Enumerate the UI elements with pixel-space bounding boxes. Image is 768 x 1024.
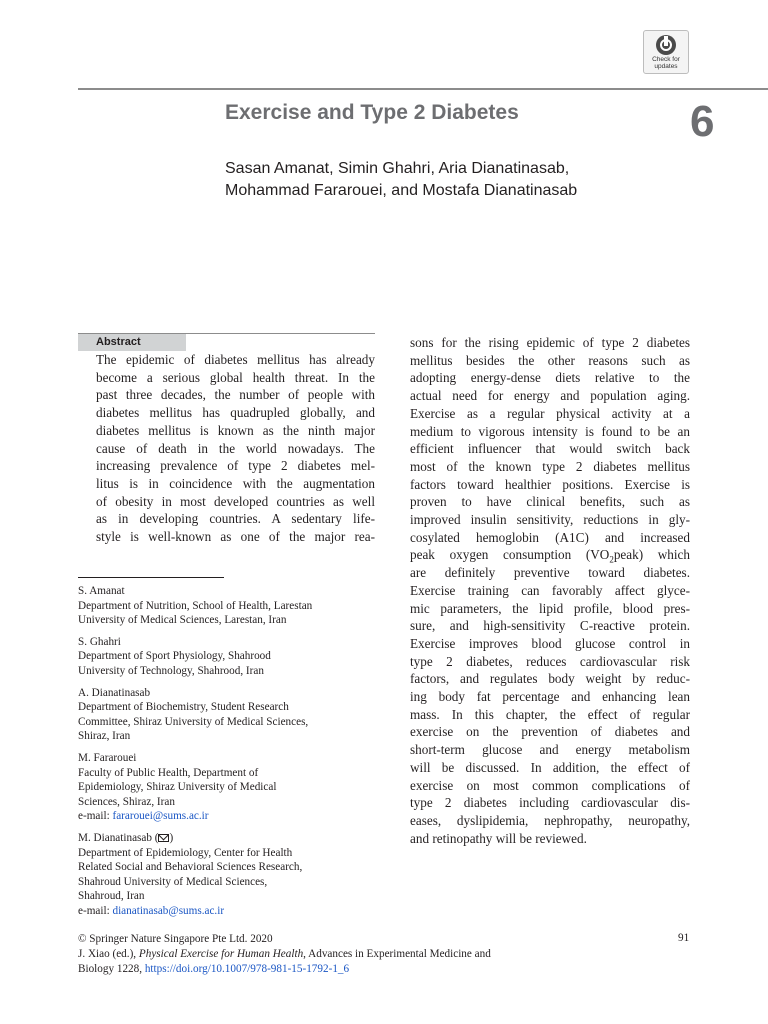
abstract-text-line: as in developing countries. A sedentary life- xyxy=(96,511,375,527)
abstract-text-line: exercise on the prevention of diabetes and xyxy=(410,724,690,740)
abstract-text-line: diabetes mellitus has quadrupled globally, and xyxy=(96,405,375,421)
abstract-text-line: increasing prevalence of type 2 diabetes mel- xyxy=(96,458,375,474)
authors-line: Mohammad Fararouei, and Mostafa Dianatinasab xyxy=(225,182,578,199)
affiliation-line: Department of Sport Physiology, Shahrood xyxy=(78,650,271,663)
affiliation-line: Sciences, Shiraz, Iran xyxy=(78,795,175,808)
abstract-text-line: diabetes mellitus is known as the ninth major xyxy=(96,422,375,438)
affiliation-line: Faculty of Public Health, Department of xyxy=(78,766,259,779)
abstract-text-line: mellitus besides the other reasons such as xyxy=(410,352,690,368)
page-number: 91 xyxy=(678,932,690,944)
abstract-text-line: type 2 diabetes, reduces cardiovascular risk xyxy=(410,653,690,669)
affiliation-line: University of Technology, Shahrood, Iran xyxy=(78,665,264,677)
header-rule xyxy=(78,88,768,90)
abstract-text-line: are definitely preventive toward diabetes. xyxy=(410,565,690,581)
abstract-text-line: will be discussed. In addition, the effect of xyxy=(410,759,690,775)
abstract-text-line: past three decades, the number of people with xyxy=(96,387,375,403)
abstract-text-line: actual need for energy and population aging. xyxy=(410,388,690,404)
footnote-rule xyxy=(78,577,224,578)
abstract-text-line: of obesity in most developed countries as well xyxy=(96,493,375,509)
affiliation-author-name: A. Dianatinasab xyxy=(78,686,151,699)
abstract-text-line: Exercise as a regular physical activity at a xyxy=(410,405,690,421)
crossmark-icon xyxy=(656,35,676,55)
author-list xyxy=(225,158,745,202)
abstract-text-line: proven to have clinical benefits, such as xyxy=(410,494,690,510)
abstract-text-line: mic parameters, the lipid profile, blood pres- xyxy=(410,600,690,616)
abstract-text-line: sure, and high-sensitivity C-reactive protein. xyxy=(410,618,690,634)
affiliation-line: Committee, Shiraz University of Medical Sciences, xyxy=(78,715,309,728)
citation-line-2: Biology 1228, https://doi.org/10.1007/978-981-15-1792-1_6 xyxy=(78,963,350,975)
copyright-line: © Springer Nature Singapore Pte Ltd. 2020 xyxy=(78,933,273,945)
email-link[interactable]: dianatinasab@sums.ac.ir xyxy=(112,905,225,917)
affiliation-line: Department of Epidemiology, Center for Health xyxy=(78,846,293,859)
abstract-text-line: improved insulin sensitivity, reductions in gly- xyxy=(410,512,690,527)
abstract-text-line: cosylated hemoglobin (A1C) and increased xyxy=(410,529,690,545)
affiliation-line: Shahroud, Iran xyxy=(78,890,145,903)
affiliation-line: Related Social and Behavioral Sciences Research, xyxy=(78,861,303,874)
abstract-text-line: medium to vigorous intensity is found to be an xyxy=(410,423,690,439)
abstract-text-line: eases, dyslipidemia, nephropathy, neuropathy, xyxy=(410,812,690,828)
affiliation-line: Shahroud University of Medical Sciences, xyxy=(78,875,268,888)
abstract-text-line: factors, and regulates body weight by reduc- xyxy=(410,671,690,687)
abstract-text-line: ing body fat percentage and enhancing lean xyxy=(410,689,690,704)
affiliation-author-name: M. Dianatinasab ( ) xyxy=(78,832,174,844)
abstract-text-line: style is well-known as one of the major rea- xyxy=(96,529,375,544)
abstract-text-line: litus is in coincidence with the augmentation xyxy=(96,475,375,491)
abstract-text-line: exercise on most common complications of xyxy=(410,777,690,793)
abstract-text-line: Exercise improves blood glucose control in xyxy=(410,635,690,651)
envelope-icon xyxy=(158,834,169,842)
check-for-updates-badge[interactable] xyxy=(643,30,689,74)
abstract-text-line: The epidemic of diabetes mellitus has already xyxy=(96,352,375,367)
abstract-text-line: most of the known type 2 diabetes mellitus xyxy=(410,458,690,474)
citation-line: J. Xiao (ed.), Physical Exercise for Human Health, Advances in Experimental Medicine and xyxy=(78,948,491,960)
book-title: Physical Exercise for Human Health xyxy=(138,948,304,960)
affiliation-email-line: e-mail: dianatinasab@sums.ac.ir xyxy=(78,905,225,917)
abstract-text-line: sons for the rising epidemic of type 2 diabetes xyxy=(410,335,690,350)
affiliation-line: Department of Biochemistry, Student Research xyxy=(78,701,289,714)
affiliation-line: Department of Nutrition, School of Health, Larestan xyxy=(78,599,313,612)
abstract-text-line: Exercise training can favorably affect glyce- xyxy=(410,582,690,598)
affiliation-author-name: M. Fararouei xyxy=(78,752,137,764)
affiliation-line: Shiraz, Iran xyxy=(78,730,131,743)
abstract-text-line: peak oxygen consumption $(VO_2peak)$ which xyxy=(410,547,690,566)
abstract-text-line: become a serious global health threat. In the xyxy=(96,369,375,385)
abstract-label: Abstract xyxy=(78,334,186,351)
chapter-title: Exercise and Type 2 Diabetes xyxy=(225,101,519,124)
affiliation-email-line: e-mail: fararouei@sums.ac.ir xyxy=(78,810,209,823)
abstract-text-line: efficient influencer that would switch back xyxy=(410,441,690,457)
abstract-text-line: and retinopathy will be reviewed. xyxy=(410,830,587,846)
affiliation-line: University of Medical Sciences, Larestan, Iran xyxy=(78,614,287,627)
affiliation-author-name: S. Ghahri xyxy=(78,635,121,648)
email-link[interactable]: fararouei@sums.ac.ir xyxy=(112,810,209,823)
abstract-text-line: cause of death in the world nowadays. The xyxy=(96,440,375,456)
chapter-number: 6 xyxy=(690,97,715,146)
affiliation-line: Epidemiology, Shiraz University of Medical xyxy=(78,781,277,794)
check-for-updates-text: Check for updates xyxy=(652,56,680,70)
abstract-text-line: short-term glucose and energy metabolism xyxy=(410,742,690,758)
abstract-text-line: mass. In this chapter, the effect of regular xyxy=(410,706,690,722)
abstract-text-line: factors toward healthier positions. Exercise is xyxy=(410,476,690,492)
doi-link[interactable]: https://doi.org/10.1007/978-981-15-1792-1_6 xyxy=(144,963,350,975)
abstract-text-line: type 2 diabetes including cardiovascular dis- xyxy=(410,795,690,811)
affiliation-author-name: S. Amanat xyxy=(78,585,125,597)
authors-line: Sasan Amanat, Simin Ghahri, Aria Dianatinasab, xyxy=(225,160,570,177)
abstract-text-line: adopting energy-dense diets relative to the xyxy=(410,370,690,386)
